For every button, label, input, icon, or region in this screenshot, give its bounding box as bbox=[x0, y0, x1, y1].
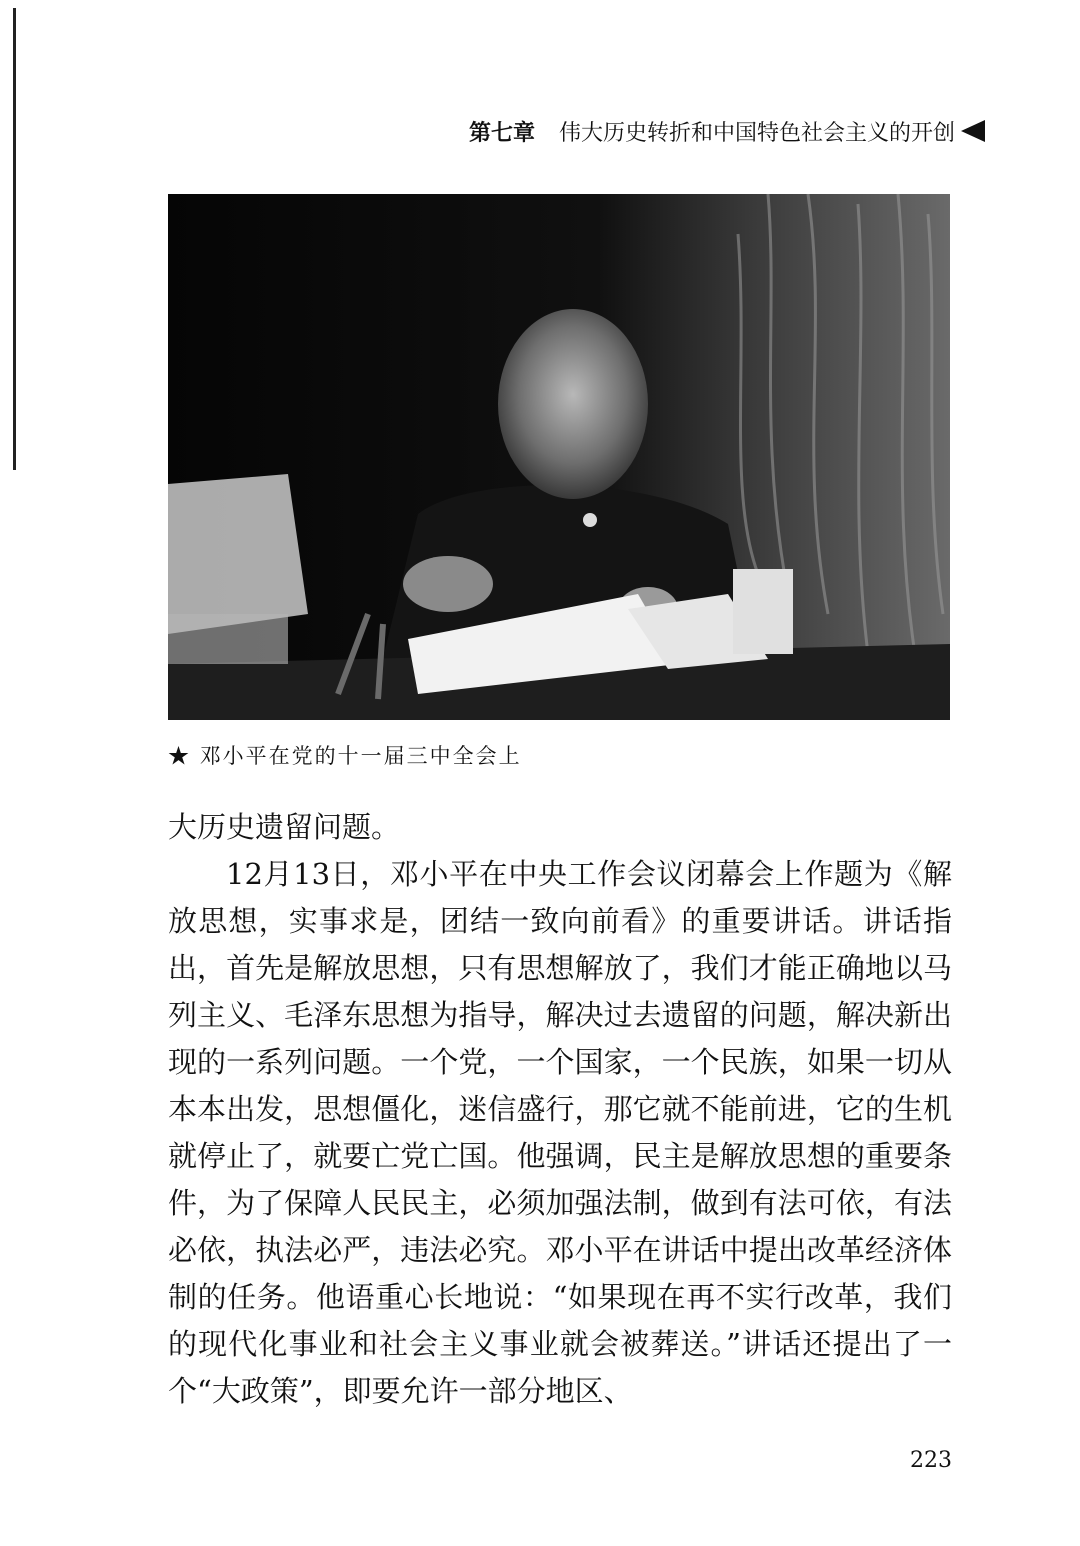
caption-text: 邓小平在党的十一届三中全会上 bbox=[199, 744, 522, 768]
photo-caption bbox=[168, 740, 768, 772]
running-head bbox=[400, 116, 985, 152]
body-text bbox=[168, 804, 952, 1415]
left-triangle-icon bbox=[961, 120, 985, 142]
chapter-number: 第七章 bbox=[468, 121, 535, 146]
paragraph: 大历史遗留问题。 bbox=[168, 810, 401, 844]
chapter-title: 伟大历史转折和中国特色社会主义的开创 bbox=[558, 121, 955, 146]
portrait-photo-icon bbox=[168, 194, 950, 720]
page-number: 223 bbox=[910, 1448, 952, 1473]
portrait-photo bbox=[168, 194, 950, 720]
paragraph: 12月13日，邓小平在中央工作会议闭幕会上作题为《解放思想，实事求是，团结一致向前看》的重要讲话。讲话指出，首先是解放思想，只有思想解放了，我们才能正确地以马列主义、毛泽东思想为指导，解决过去遗留的问题，解决新出现的一系列问题。一个党，一个国家，一个民族，如果一切从本本出发，思想僵化，迷信盛行，那它就不能前进，它的生机就停止了，就要亡党亡国。他强调，民主是解放思想的重要条件，为了保障人民民主，必须加强法制，做到有法可依，有法必依，执法必严，违法必究。邓小平在讲话中提出改革经济体制的任务。他语重心长地说：“如果现在再不实行改革，我们的现代化事业和社会主义事业就会被葬送。”讲话还提出了一个“大政策”，即要允许一部分地区、 bbox=[168, 857, 952, 1408]
star-icon: ★ bbox=[168, 744, 191, 768]
binding-edge-line bbox=[13, 8, 16, 470]
